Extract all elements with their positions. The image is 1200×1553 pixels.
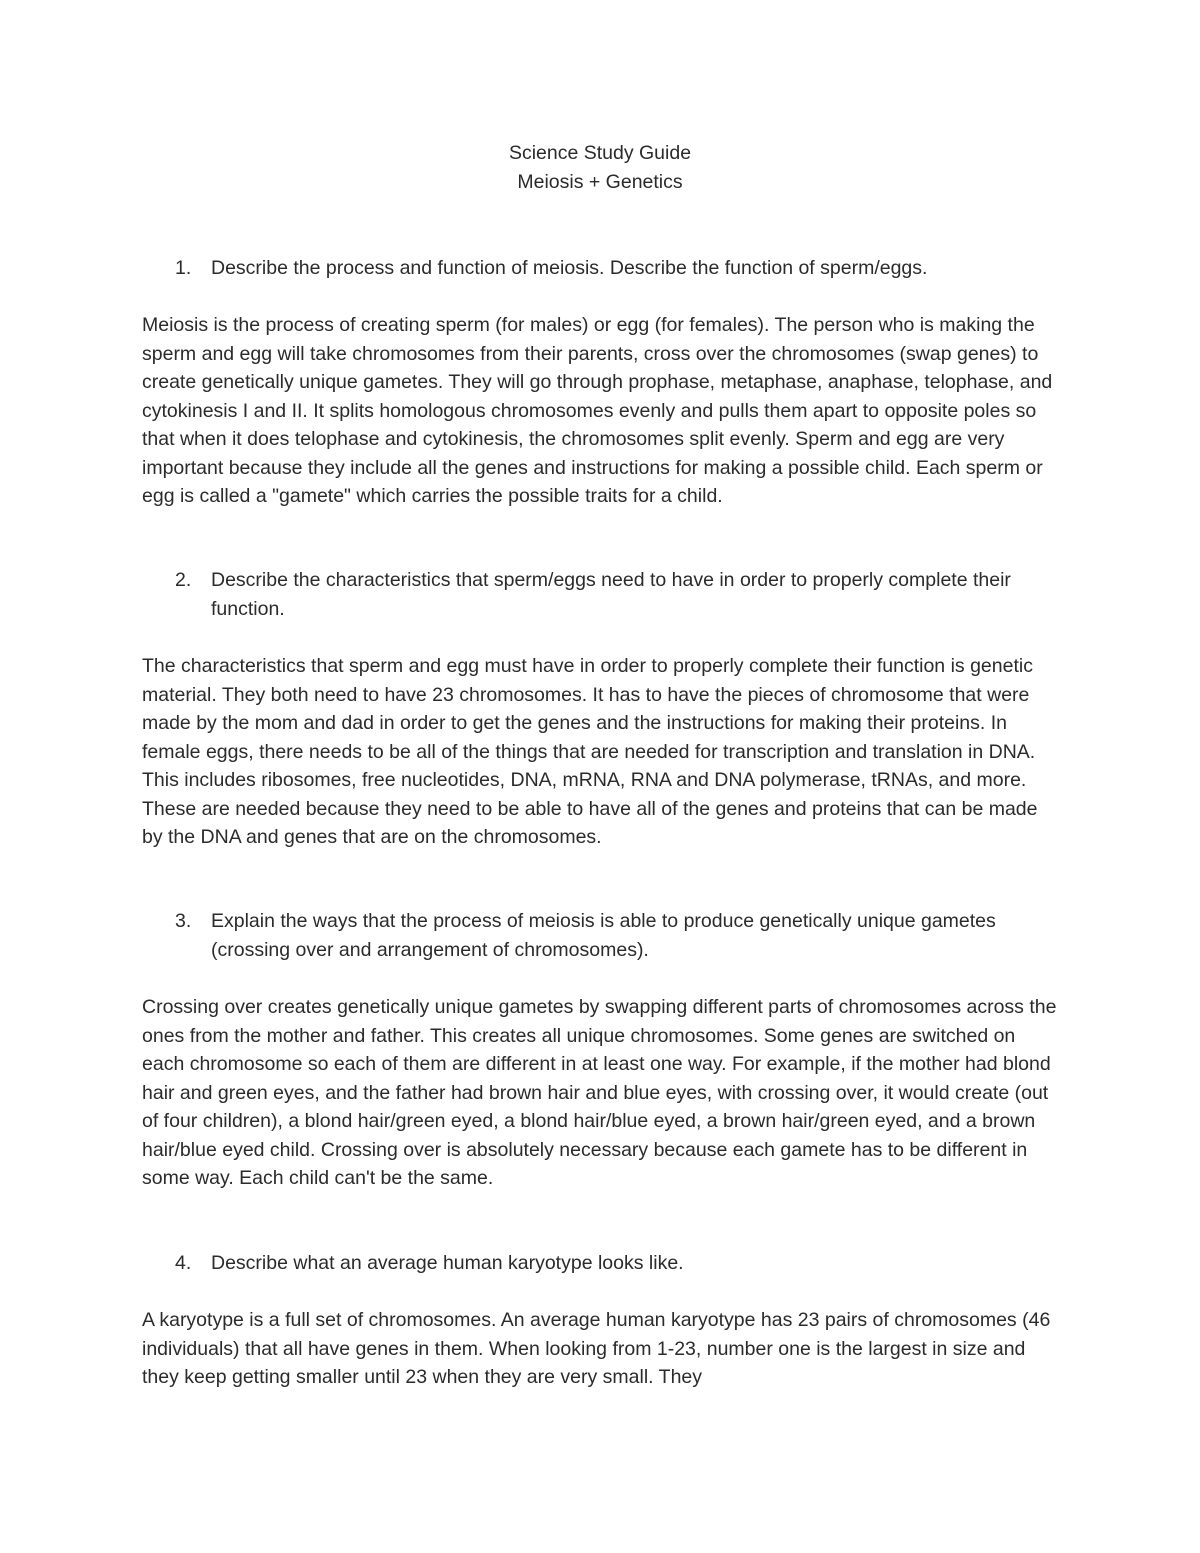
question-4	[142, 1249, 1062, 1278]
question-3	[142, 907, 1062, 964]
question-text: Describe the characteristics that sperm/eggs need to have in order to properly complete their function.	[211, 569, 1011, 620]
question-number: 2.	[175, 569, 192, 591]
question-2	[142, 566, 1062, 623]
question-text: Describe the process and function of meiosis. Describe the function of sperm/eggs.	[211, 257, 928, 279]
question-text: Explain the ways that the process of meiosis is able to produce genetically unique gametes (crossing over and arrangement of chromosomes).	[211, 910, 996, 961]
question-number: 4.	[175, 1252, 192, 1274]
answer-4: A karyotype is a full set of chromosomes. An average human karyotype has 23 pairs of chromosomes (46 individuals) that all have genes in them. When looking from 1-23, number one is the largest in size and they keep getting smaller until 23 when they are very small. They	[142, 1309, 1051, 1388]
question-number: 1.	[175, 257, 192, 279]
answer-1: Meiosis is the process of creating sperm (for males) or egg (for females). The person who is making the sperm and egg will take chromosomes from their parents, cross over the chromosomes (swap genes) to create genetically unique gametes. They will go through prophase, metaphase, anaphase, telophase, and cytokinesis I and II. It splits homologous chromosomes evenly and pulls them apart to opposite poles so that when it does telophase and cytokinesis, the chromosomes split evenly. Sperm and egg are very important because they include all the genes and instructions for making a possible child. Each sperm or egg is called a "gamete" which carries the possible traits for a child.	[142, 314, 1053, 507]
document-title: Science Study Guide	[508, 142, 692, 164]
answer-3: Crossing over creates genetically unique gametes by swapping different parts of chromosomes across the ones from the mother and father. This creates all unique chromosomes. Some genes are switched on each chromosome so each of them are different in at least one way. For example, if the mother had blond hair and green eyes, and the father had brown hair and blue eyes, with crossing over, it would create (out of four children), a blond hair/green eyed, a blond hair/blue eyed, a brown hair/green eyed, and a brown hair/blue eyed child. Crossing over is absolutely necessary because each gamete has to be different in some way. Each child can't be the same.	[142, 996, 1057, 1189]
question-1	[142, 254, 1062, 283]
title-block	[0, 139, 1200, 196]
answer-2: The characteristics that sperm and egg must have in order to properly complete their function is genetic material. They both need to have 23 chromosomes. It has to have the pieces of chromosome that were made by the mom and dad in order to get the genes and the instructions for making their proteins. In female eggs, there needs to be all of the things that are needed for transcription and translation in DNA. This includes ribosomes, free nucleotides, DNA, mRNA, RNA and DNA polymerase, tRNAs, and more. These are needed because they need to be able to have all of the genes and proteins that can be made by the DNA and genes that are on the chromosomes.	[142, 655, 1038, 848]
document-subtitle: Meiosis + Genetics	[517, 170, 683, 193]
question-text: Describe what an average human karyotype looks like.	[211, 1252, 684, 1274]
question-number: 3.	[175, 910, 192, 932]
